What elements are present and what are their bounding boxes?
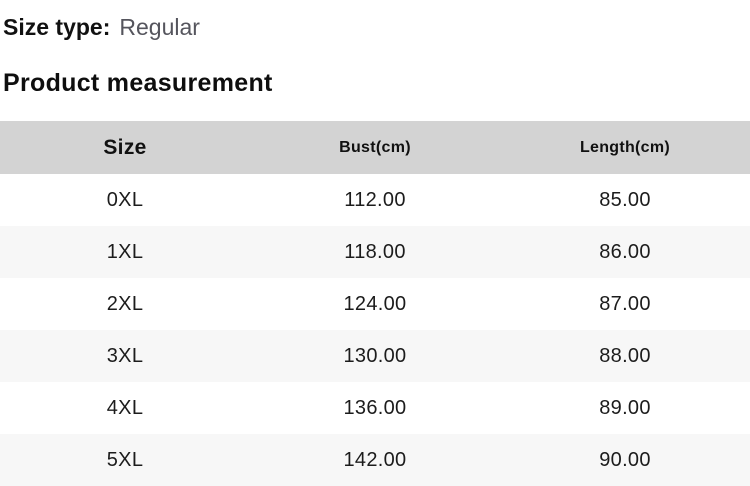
column-header-size: Size	[103, 135, 147, 159]
bust-cell: 136.00	[343, 396, 407, 419]
bust-cell: 112.00	[344, 188, 406, 211]
bust-cell: 142.00	[343, 448, 407, 471]
header-row	[0, 121, 750, 174]
length-cell: 86.00	[599, 240, 651, 263]
bust-cell: 130.00	[343, 344, 407, 367]
size-type-value: Regular	[119, 14, 200, 40]
column-header-length: Length(cm)	[579, 138, 671, 156]
table-row	[0, 174, 750, 226]
column-header-bust: Bust(cm)	[339, 138, 411, 156]
length-cell: 90.00	[599, 448, 651, 471]
table-row	[0, 382, 750, 434]
measurement-table-body	[0, 174, 750, 486]
size-cell: 3XL	[106, 344, 144, 367]
length-cell: 88.00	[599, 344, 651, 367]
bust-cell: 118.00	[344, 240, 406, 263]
length-cell: 89.00	[599, 396, 651, 419]
size-cell: 0XL	[106, 188, 144, 211]
product-measurement-title: Product measurement	[3, 69, 273, 97]
table-row	[0, 278, 750, 330]
bust-cell: 124.00	[343, 292, 407, 315]
length-cell: 87.00	[599, 292, 651, 315]
size-cell: 4XL	[106, 396, 144, 419]
length-cell: 85.00	[599, 188, 651, 211]
size-cell: 2XL	[106, 292, 144, 315]
table-row	[0, 330, 750, 382]
size-cell: 5XL	[106, 448, 144, 471]
size-cell: 1XL	[106, 240, 144, 263]
table-row	[0, 434, 750, 486]
table-row	[0, 226, 750, 278]
measurement-table	[0, 121, 750, 486]
size-type-label: Size type:	[3, 14, 111, 40]
size-type-line	[0, 0, 750, 41]
measurement-table-header	[0, 121, 750, 174]
